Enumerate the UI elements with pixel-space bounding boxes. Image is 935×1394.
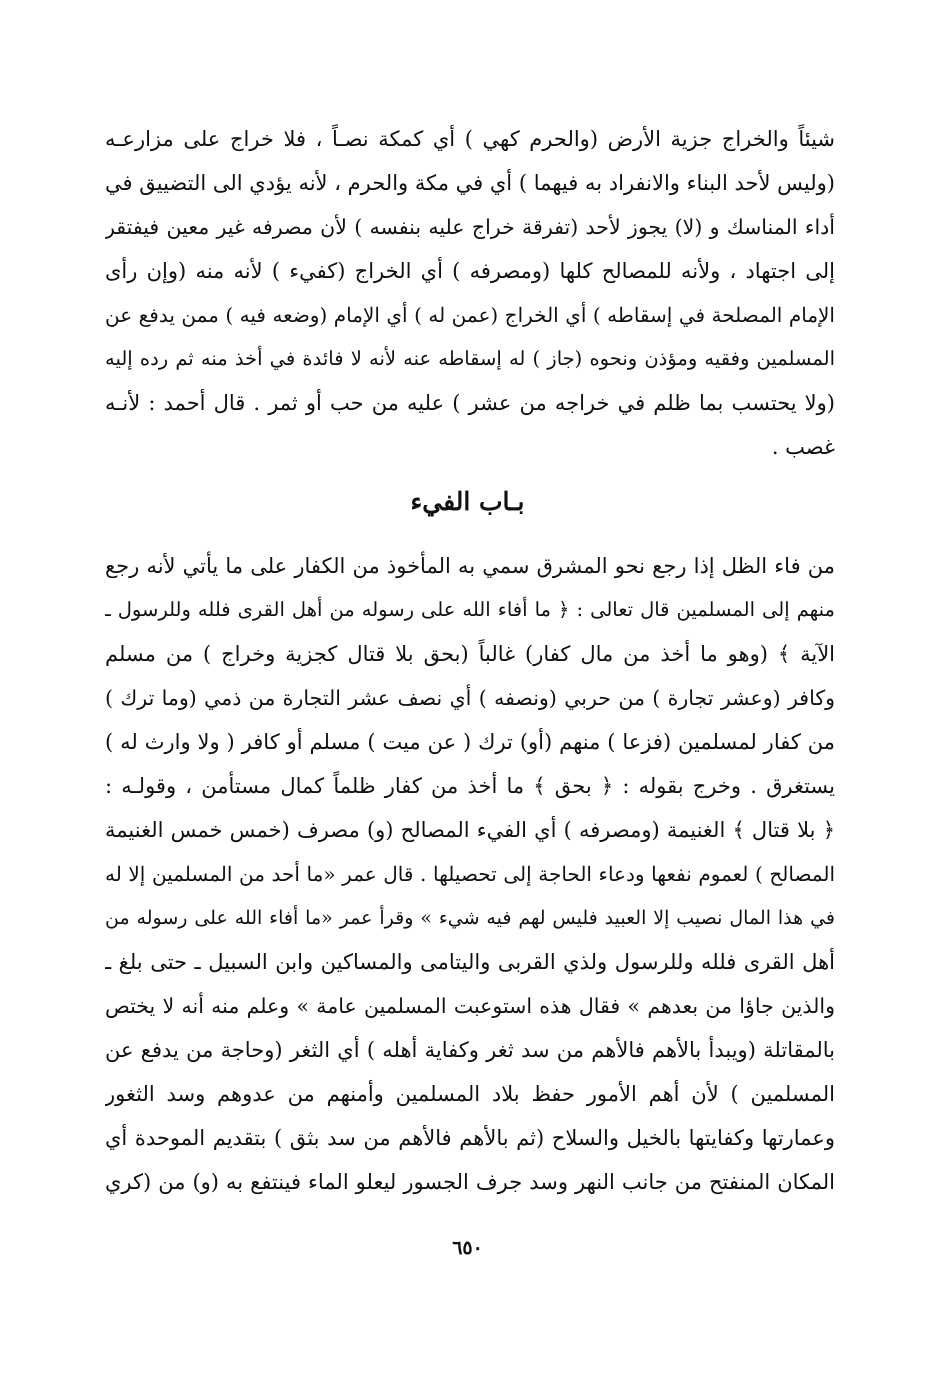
text-line: والذين جاؤا من بعدهم » فقال هذه استوعبت المسلمين عامة » وعلم منه أنه لا يختص bbox=[105, 994, 835, 1018]
text-line: الآية ﴾ (وهو ما أخذ من مال كفار) غالباً (بحق بلا قتال كجزية وخراج ) من مسلم bbox=[105, 642, 835, 666]
text-line: إلى اجتهاد ، ولأنه للمصالح كلها (ومصرفه ) أي الخراج (كفيء ) لأنه منه (وإن رأى bbox=[105, 259, 835, 283]
text-line: غصب . bbox=[771, 435, 835, 459]
text-line: المسلمين وفقيه ومؤذن ونحوه (جاز ) له إسقاطه عنه لأنه لا فائدة في أخذ منه ثم رده إليه bbox=[105, 347, 835, 370]
text-line: بالمقاتلة (ويبدأ بالأهم فالأهم من سد ثغر وكفاية أهله ) أي الثغر (وحاجة من يدفع عن bbox=[105, 1038, 835, 1062]
text-line: المكان المنفتح من جانب النهر وسد جرف الجسور ليعلو الماء فينتفع به (و) من (كري bbox=[105, 1170, 835, 1194]
text-line: يستغرق . وخرج بقوله : ﴿ بحق ﴾ ما أخذ من كفار ظلماً كمال مستأمن ، وقولـه : bbox=[105, 774, 835, 798]
text-line: (ولا يحتسب بما ظلم في خراجه من عشر ) عليه من حب أو ثمر . قال أحمد : لأنـه bbox=[105, 391, 835, 415]
page-number: ٦٥٠ bbox=[452, 1237, 483, 1259]
text-line: (وليس لأحد البناء والانفراد به فيهما ) أي في مكة والحرم ، لأنه يؤدي الى التضييق في bbox=[105, 171, 835, 195]
text-line: المصالح ) لعموم نفعها ودعاء الحاجة إلى تحصيلها . قال عمر «ما أحد من المسلمين إلا له bbox=[105, 862, 835, 886]
text-line: أداء المناسك و (لا) يجوز لأحد (تفرقة خراج عليه بنفسه ) لأن مصرفه غير معين فيفتقر bbox=[105, 215, 835, 239]
text-line: وعمارتها وكفايتها بالخيل والسلاح (ثم بالأهم فالأهم من سد بثق ) بتقديم الموحدة أي bbox=[105, 1126, 835, 1150]
text-line: ﴿ بلا قتال ﴾ الغنيمة (ومصرفه ) أي الفيء المصالح (و) مصرف (خمس خمس الغنيمة bbox=[105, 818, 835, 842]
text-line: أهل القرى فلله وللرسول ولذي القربى واليتامى والمساكين وابن السبيل ـ حتى بلغ ـ bbox=[105, 950, 835, 974]
text-line: من فاء الظل إذا رجع نحو المشرق سمي به المأخوذ من الكفار على ما يأتي لأنه رجع bbox=[105, 554, 835, 578]
text-line: في هذا المال نصيب إلا العبيد فليس لهم فيه شيء » وقرأ عمر «ما أفاء الله على رسوله من bbox=[105, 907, 835, 929]
chapter-heading: بـاب الفيء bbox=[410, 487, 525, 516]
text-line: المسلمين ) لأن أهم الأمور حفظ بلاد المسلمين وأمنهم من عدوهم وسد الثغور bbox=[105, 1082, 835, 1106]
text-line: شيئاً والخراج جزية الأرض (والحرم كهي ) أي كمكة نصـاً ، فلا خراج على مزارعـه bbox=[105, 127, 835, 151]
text-line: الإمام المصلحة في إسقاطه ) أي الخراج (عمن له ) أي الإمام (وضعه فيه ) ممن يدفع عن bbox=[105, 303, 835, 327]
text-line: منهم إلى المسلمين قال تعالى : ﴿ ما أفاء الله على رسوله من أهل القرى فلله وللرسول ـ bbox=[105, 598, 835, 621]
text-line: من كفار لمسلمين (فزعا ) منهم (أو) ترك ( عن ميت ) مسلم أو كافر ( ولا وارث له ) bbox=[105, 730, 835, 754]
text-line: وكافر (وعشر تجارة ) من حربي (ونصفه ) أي نصف عشر التجارة من ذمي (وما ترك ) bbox=[105, 686, 835, 710]
